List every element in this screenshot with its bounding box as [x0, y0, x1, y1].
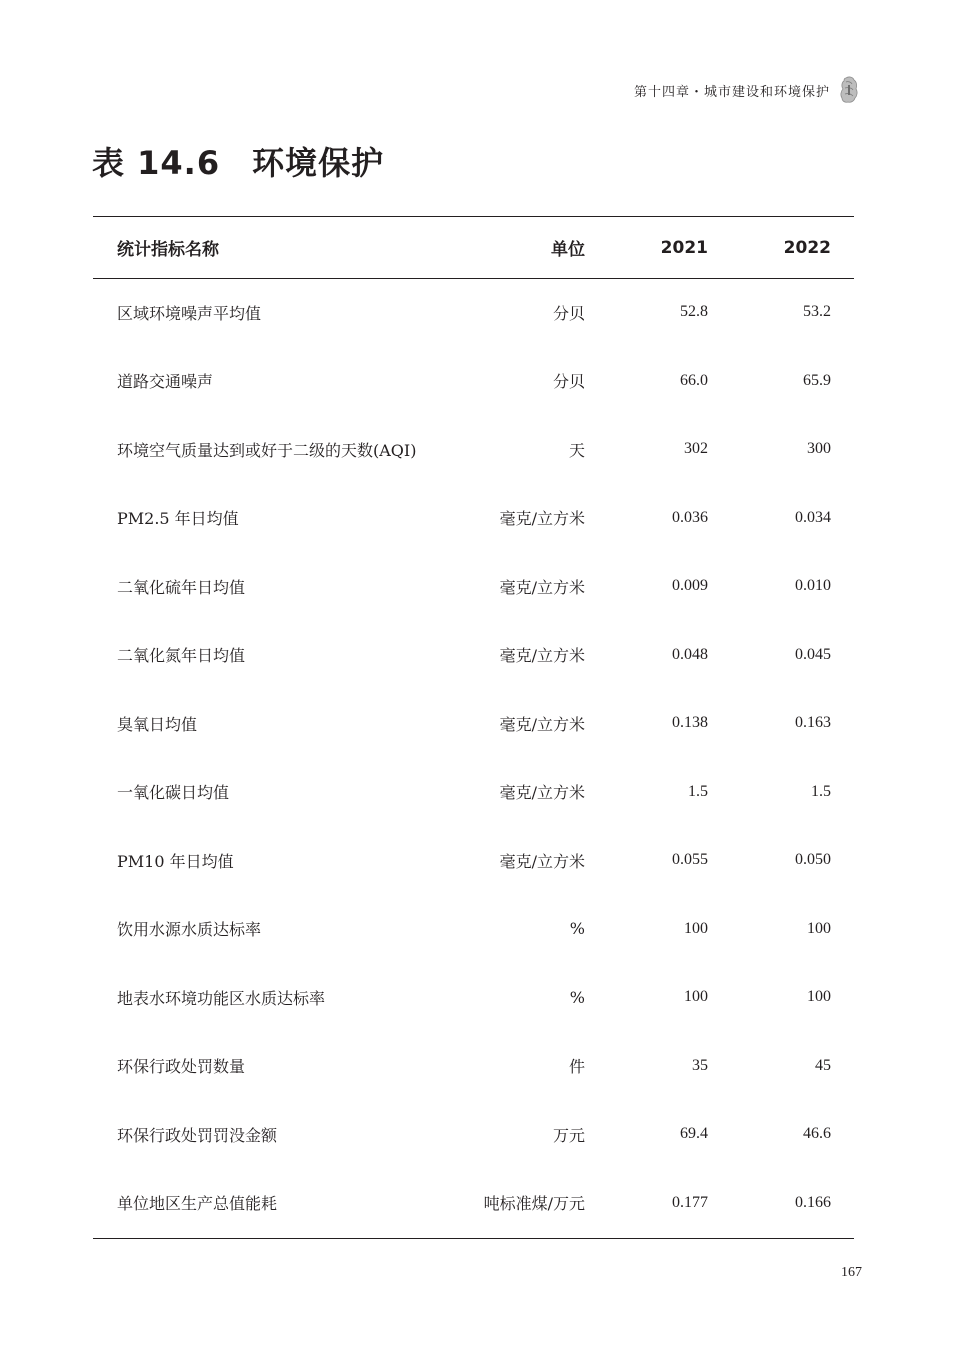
indicator-unit: 毫克/立方米: [499, 577, 585, 597]
value-2021: 100: [684, 919, 708, 937]
table-header-row: [93, 217, 854, 278]
value-2021: 302: [684, 440, 708, 458]
table-row: [93, 347, 854, 416]
indicator-unit: 吨标准煤/万元: [483, 1194, 585, 1214]
indicator-unit: 毫克/立方米: [499, 509, 585, 529]
table-row: [93, 621, 854, 690]
value-2021: 35: [692, 1056, 708, 1074]
table-row: [93, 963, 854, 1032]
table-body: [93, 278, 854, 1237]
indicator-name: PM10 年日均值: [117, 851, 234, 871]
value-2021: 0.009: [672, 577, 708, 595]
indicator-name: 一氧化碳日均值: [117, 783, 230, 803]
value-2022: 300: [807, 440, 831, 458]
value-2022: 0.050: [795, 851, 831, 869]
indicator-unit: 分贝: [552, 303, 585, 323]
indicator-name: 环境空气质量达到或好于二级的天数(AQI): [117, 440, 417, 460]
indicator-name: 地表水环境功能区水质达标率: [117, 988, 326, 1008]
column-header-2021: 2021: [660, 237, 708, 258]
table-row: [93, 552, 854, 621]
indicator-unit: %: [569, 987, 585, 1007]
table-bottom-rule: [93, 1238, 854, 1239]
running-header-text: 第十四章・城市建设和环境保护: [633, 84, 830, 100]
value-2022: 45: [815, 1056, 831, 1074]
table-row: [93, 484, 854, 553]
indicator-unit: 件: [568, 1057, 585, 1077]
indicator-name: 环保行政处罚数量: [117, 1057, 246, 1077]
column-header-indicator: 统计指标名称: [117, 240, 219, 260]
indicator-name: 饮用水源水质达标率: [117, 920, 262, 940]
indicator-unit: 毫克/立方米: [499, 714, 585, 734]
value-2022: 100: [807, 919, 831, 937]
indicator-unit: 毫克/立方米: [499, 783, 585, 803]
indicator-unit: 毫克/立方米: [499, 646, 585, 666]
value-2022: 100: [807, 988, 831, 1006]
indicator-unit: %: [569, 919, 585, 939]
indicator-name: 二氧化氮年日均值: [117, 646, 246, 666]
table-row: [93, 689, 854, 758]
value-2021: 52.8: [680, 303, 708, 321]
value-2021: 0.055: [672, 851, 708, 869]
column-header-unit: 单位: [551, 240, 585, 260]
value-2021: 0.036: [672, 508, 708, 526]
table-row: [93, 1032, 854, 1101]
value-2021: 69.4: [680, 1125, 708, 1143]
indicator-name: 环保行政处罚罚没金额: [117, 1125, 278, 1145]
table-row: [93, 1100, 854, 1169]
indicator-name: 臭氧日均值: [117, 714, 198, 734]
indicator-unit: 分贝: [552, 372, 585, 392]
indicator-name: 二氧化硫年日均值: [117, 577, 246, 597]
table-number: 表 14.6: [92, 144, 221, 182]
value-2021: 0.048: [672, 645, 708, 663]
indicator-unit: 天: [568, 440, 585, 460]
value-2021: 1.5: [688, 782, 708, 800]
value-2021: 66.0: [680, 371, 708, 389]
value-2022: 0.034: [795, 508, 831, 526]
value-2022: 65.9: [803, 371, 831, 389]
indicator-name: 道路交通噪声: [117, 372, 214, 392]
indicator-name: 区域环境噪声平均值: [117, 303, 262, 323]
value-2021: 0.177: [672, 1193, 708, 1211]
value-2021: 0.138: [672, 714, 708, 732]
table-row: [93, 1169, 854, 1238]
value-2022: 1.5: [811, 782, 831, 800]
table-title: [92, 138, 384, 184]
value-2022: 53.2: [803, 303, 831, 321]
indicator-unit: 万元: [552, 1125, 585, 1145]
table-row: [93, 895, 854, 964]
running-header: [634, 78, 856, 102]
value-2022: 46.6: [803, 1125, 831, 1143]
column-header-2022: 2022: [783, 237, 831, 258]
value-2022: 0.010: [795, 577, 831, 595]
value-2022: 0.045: [795, 645, 831, 663]
table-row: [93, 278, 854, 347]
indicator-name: PM2.5 年日均值: [117, 509, 239, 529]
indicator-unit: 毫克/立方米: [499, 851, 585, 871]
table-row: [93, 826, 854, 895]
value-2021: 100: [684, 988, 708, 1006]
lighthouse-logo-icon: [840, 76, 858, 104]
value-2022: 0.166: [795, 1193, 831, 1211]
indicator-name: 单位地区生产总值能耗: [117, 1194, 278, 1214]
value-2022: 0.163: [795, 714, 831, 732]
table-row: [93, 415, 854, 484]
table-title-text: 环境保护: [252, 144, 385, 182]
page-number: 167: [841, 1265, 862, 1280]
table-row: [93, 758, 854, 827]
